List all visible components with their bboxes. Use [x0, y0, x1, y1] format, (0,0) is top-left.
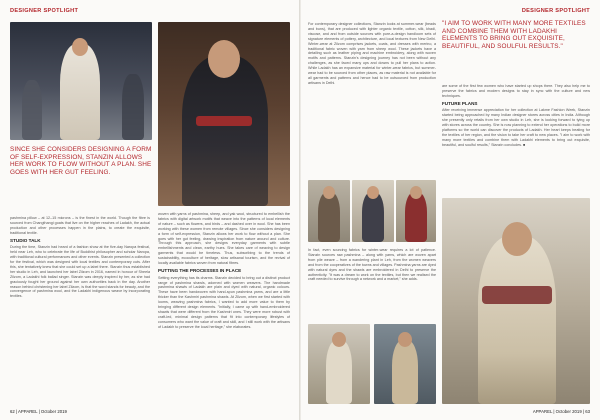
heading-studio-talk: STUDIO TALK — [10, 237, 41, 243]
section-tag-right: DESIGNER SPOTLIGHT — [521, 8, 590, 14]
page-gutter — [299, 0, 301, 420]
col3-body: For contemporary designer collections, Stanzin looks at summer-wear (beads and buns), that are produced with lighter organic textile, cotton, silk, khadi, viscose, and and from outside sources with pure-a-design handloom sets of signature elements of pottery, architecture, and local textures from New Delhi. Winter-wear at Zilzom comprises jackets, coats, and dresses with merino, a traditional fabric woven with yarn from sheep wool. These jackets have a detailing such as leather piping and machine embroidery, along with woven motifs and patterns. Stanzin's designing journey has not been without any challenges, as she faced many ups and downs to pull her plans to action. While Ladakh has an expansive material for winter-wear fabrics, but summer-wear had to be sourced from other places, as raw material is not available for all garments and patterns and hence had to be outsourced from production artisans in Delhi. — [308, 22, 436, 85]
col1-body: During the time, Stanzin had heard of a fashion show at the five-day Naropa festival, held near Leh, who to celebrate the life of Buddhist philosopher and scholar Naropa, with traditional cultural performances and other events. Stanzin presented a collection for the festival, which was designed with local textiles and contemporary cuts. After this, she tentatively knew that she could set up a label there. Stanzin thus established her studio in Leh, and launched her label Zilzom in 2016, named in honour of Sheela Zilzom, a Ladakhi folk ballad singer. Stanzin was deeply inspired by her, as she had graciously fought her ground against her own authorities back in the day. Another reason behind christening her label Zilzom, is that the word stands for beauty, and the convergence of pashmina wool, and the Ladakhi indigenous weave by incorporating textiles. — [10, 245, 150, 299]
footer-page-right: APPAREL | October 2019 | 63 — [532, 409, 590, 414]
col2-body: woven with yarns of pashmina, sheep, and yak wool, structured to embellish the fabrics with digital artwork motifs that weave into the patterns of local elements of nature – such as flowers, and birds – and dashed over in wool. She has been working with these women from remote villages. Since she considers designing a form of self-expression, Stanzin allows her work to flow without a plan. She goes with her gut feeling, drawing inspiration from nature around and culture. Through this approach, she designs everyday garments with subtle embellishments and clean, earthy hues. She takes care of weaving to design garments that would be timeless. Thus, subscribing to the trends of sustainability, ecoculture of heritage, slow artisanal tourism, and the revival of locally available fabrics woven from natural fibres. — [158, 212, 290, 266]
article-column-4 — [442, 84, 590, 194]
col2-body2: Setting everything has its charms. Stanzin decided to bring out a distinct product range of pashmina shawls, adorned with women weavers. The handmade pashmina shawls of Ladakh are plain and dyed with natural, organic colours. These have been handwoven with hand-spun pashmina yarns, and are a little thicker than the Kashmiri pashmina shawls. At Zilzom, when we first started with looms, weaving pashmina fabrics, I wanted to add more value to them by bringing different design elements. "Initially, I came up with hand-embroidered shawls that were different from the Kashmiri ones. They were more robust with craft-led, minimal design patterns that fit into contemporary lifestyles of consumers who want the value of craft and skill, and I still work with the artisans of Ladakh to preserve the local heritage," she elaborates. — [158, 275, 290, 329]
footer-page-left: 62 | APPAREL | October 2019 — [10, 409, 67, 414]
photo-model-coat — [308, 180, 350, 242]
heading-processes: PUTTING THE PROCESSES IN PLACE — [158, 268, 242, 274]
portrait-photo-woman — [158, 22, 290, 206]
article-column-3 — [308, 22, 436, 174]
heading-future-plans: FUTURE PLANS — [442, 100, 478, 106]
section-tag-left: DESIGNER SPOTLIGHT — [10, 8, 79, 14]
article-column-3b — [308, 248, 436, 318]
photo-model-bottom-right — [374, 324, 436, 404]
pull-quote-right: "I AIM TO WORK WITH MANY MORE TEXTILES AND COMBINE THEM WITH LADAKHI ELEMENTS TO BRING OUT EXQUISITE, BEAUTIFUL, AND SOULFUL RESULTS." — [442, 20, 586, 50]
runway-photo-main — [10, 22, 152, 140]
col4-body2: After receiving immense appreciation for her collection at Lakme Fashion Week, Stanzin started being approached by many Indian designer stores across cities in India. Although she presently only retails from her own studio in Leh, she is looking forward to tying up with stores across the country. She is now planning to extend her operations to build more platforms so the world can discover the products of Ladakh. Her heart keeps beating for the textiles of her region, and the vision to take her craft to new places. "I aim to work with many more textiles and combine them with Ladakhi elements to bring out exquisite, beautiful, and soulful results," Stanzin concludes. ■ — [442, 108, 590, 147]
photo-model-dress — [352, 180, 394, 242]
portrait-photo-designer — [442, 198, 590, 404]
photo-model-shawl — [396, 180, 436, 242]
article-column-1 — [10, 216, 150, 406]
article-column-2 — [158, 212, 290, 406]
col4-body: are some of the first few women who have started up shops there. They also help me to preserve the fabrics and modern designs to stay in sync with the culture and new techniques. — [442, 84, 590, 98]
col1-intro: pashmina pillow – at 12–15 microns – is the finest in the world. Though the fibre is sourced from Changthangi goats that live on the higher reaches of Ladakh, the actual production and other processes happen in the plains, to create the exquisite, traditional textile. — [10, 216, 150, 235]
photo-model-bottom-left — [308, 324, 370, 404]
pull-quote-left: SINCE SHE CONSIDERS DESIGNING A FORM OF SELF-EXPRESSION, STANZIN ALLOWS HER WORK TO FLOW WITHOUT A PLAN. SHE GOES WITH HER GUT FEELING. — [10, 146, 152, 176]
col3-body2: In fact, even sourcing fabrics for winter-wear requires a lot of patience. Stanzin sources raw pashmina – along with yarns, which are woven apart from pile weave – from a wandering plant in Leh, from the women weavers and from the cooperatives of the towns and villages. Pashmina yarns are dyed with natural dyes and the shawls are embroidered in Delhi to preserve the authenticity. "It was a dream to work on the textiles, but then we realised the craft needed to survive through a network and a market," she adds. — [308, 248, 436, 282]
